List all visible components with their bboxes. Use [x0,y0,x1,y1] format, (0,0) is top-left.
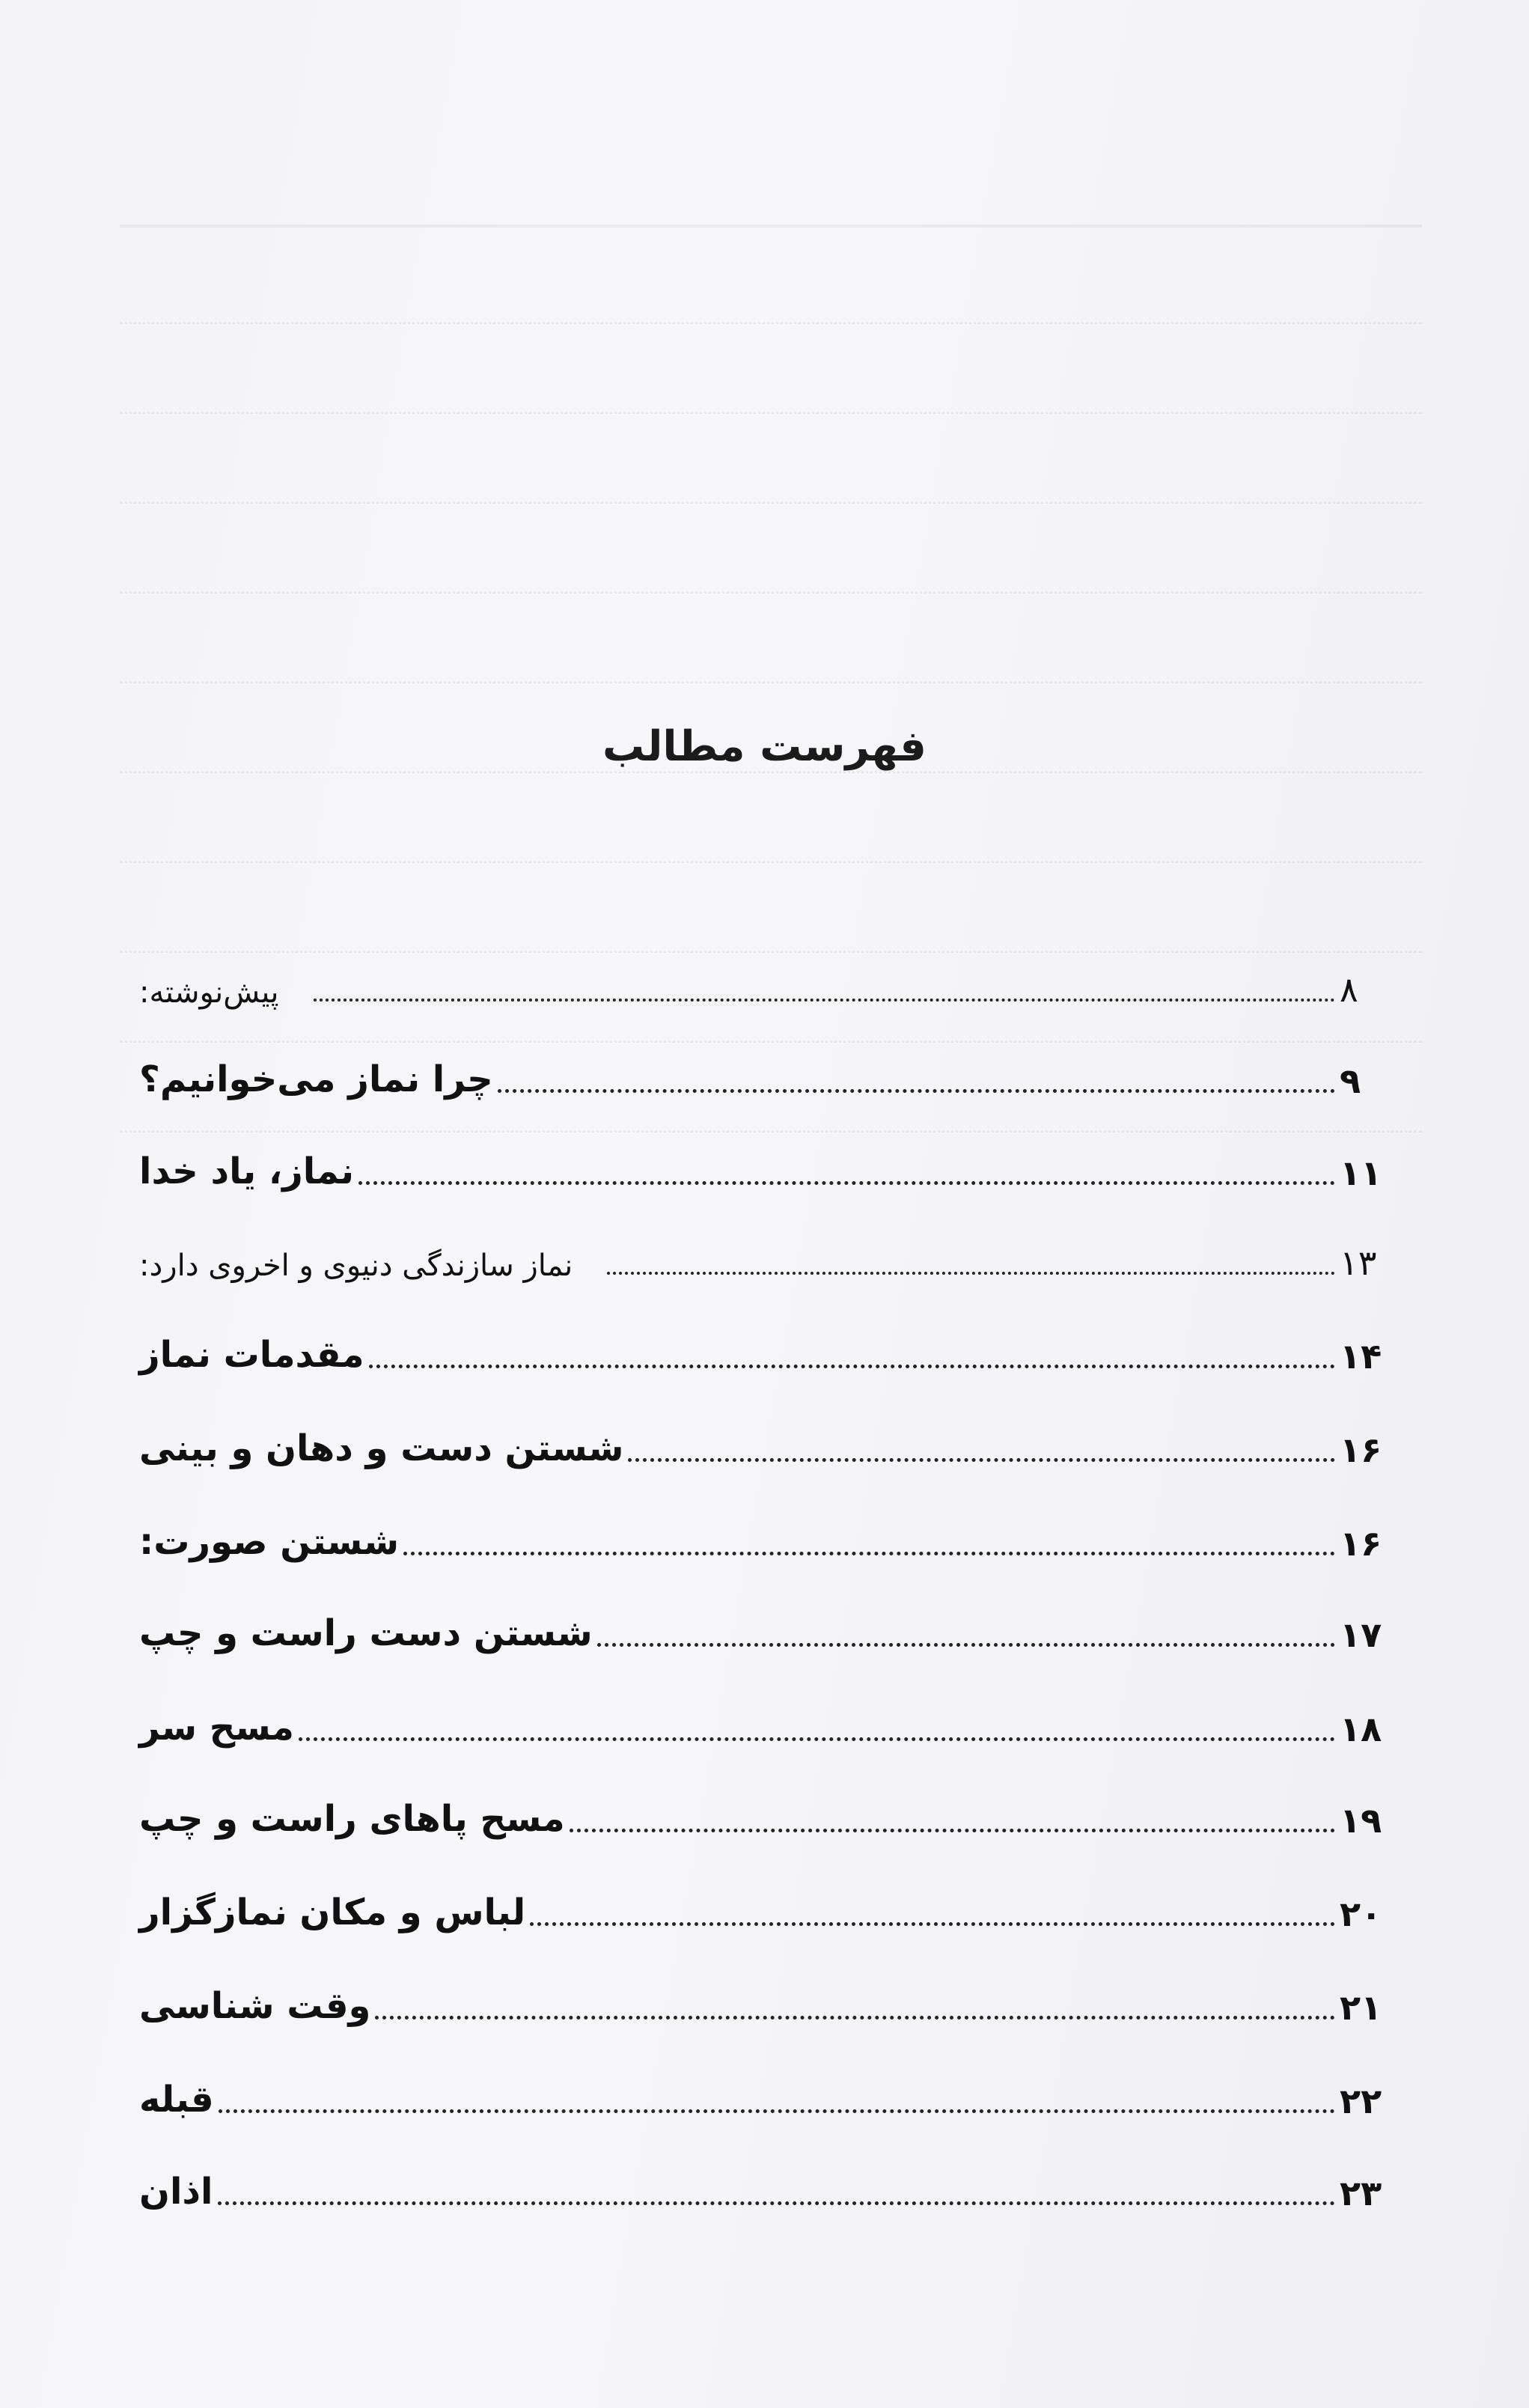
dot-leader [375,2016,1335,2020]
toc-entry [135,943,1385,1011]
dot-leader [403,1552,1335,1555]
dot-leader [607,1272,1335,1275]
toc-entry-page: ۲۳ [1340,2172,1382,2213]
toc-entry-label: قبله [139,2079,214,2121]
toc-entry-page: ۲۰ [1340,1893,1382,1934]
dot-leader [314,999,1335,1002]
toc-entry [135,1497,1385,1564]
toc-entry-label: چرا نماز می‌خوانیم؟ [139,1058,493,1101]
dot-leader [530,1922,1335,1926]
toc-entry-label: اذان [139,2171,213,2213]
toc-entry [135,1127,1385,1194]
toc-entry-label: نماز سازندگی دنیوی و اخروی دارد: [139,1249,573,1283]
dot-leader [628,1458,1335,1462]
dot-leader [299,1737,1335,1741]
toc-entry-label: نماز، یاد خدا [139,1150,354,1193]
table-of-contents [135,0,1385,2408]
toc-entry-page: ۸ [1340,969,1358,1010]
toc-entry [135,1588,1385,1656]
toc-entry-page: ۹ [1340,1060,1361,1101]
toc-entry-label: مسح سر [139,1707,294,1749]
page-title: فهرست مطالب [602,722,927,771]
toc-entry-page: ۲۱ [1340,1987,1382,2028]
toc-entry [135,2147,1385,2214]
toc-entry-page: ۱۷ [1340,1614,1382,1655]
dot-leader [219,2109,1335,2113]
dot-leader [498,1089,1335,1093]
toc-entry [135,1403,1385,1471]
toc-entry [135,1683,1385,1750]
toc-entry-page: ۱۶ [1340,1429,1382,1470]
dot-leader [369,1365,1335,1368]
toc-entry-label: مسح پاهای راست و چپ [139,1798,565,1841]
toc-entry-label: پیش‌نوشته: [139,975,279,1010]
dot-leader [570,1829,1335,1832]
toc-entry [135,1034,1385,1102]
toc-entry-label: لباس و مکان نمازگزار [139,1892,526,1934]
toc-entry [135,1216,1385,1284]
toc-entry-label: وقت شناسی [139,1985,371,2028]
toc-entry [135,2055,1385,2122]
toc-entry [135,1868,1385,1935]
toc-entry-label: شستن دست راست و چپ [139,1612,593,1655]
toc-entry-page: ۱۴ [1340,1335,1382,1377]
toc-entry-page: ۱۸ [1340,1708,1382,1749]
toc-entry [135,1961,1385,2028]
toc-entry-label: شستن صورت: [139,1521,400,1564]
toc-entry-label: مقدمات نماز [139,1334,364,1377]
toc-entry [135,1774,1385,1841]
toc-entry-page: ۲۲ [1340,2080,1382,2121]
dot-leader [358,1181,1335,1185]
toc-entry-page: ۱۳ [1340,1242,1377,1283]
toc-entry-page: ۱۹ [1340,1799,1382,1841]
toc-entry-page: ۱۶ [1340,1522,1382,1564]
dot-leader [218,2201,1335,2205]
toc-entry-label: شستن دست و دهان و بینی [139,1427,624,1470]
toc-entry-page: ۱۱ [1340,1152,1382,1193]
dot-leader [597,1643,1335,1647]
toc-entry [135,1310,1385,1377]
